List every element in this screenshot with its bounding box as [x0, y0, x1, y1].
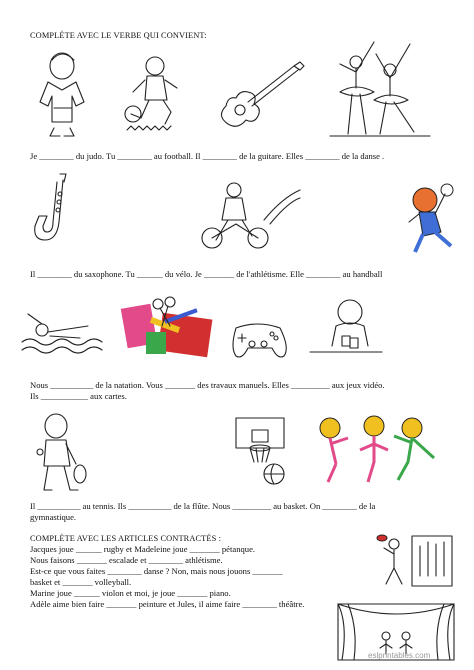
exercise-line-3: Est-ce que vous faites ________ danse ? Non, mais nous jouons _______	[30, 566, 283, 576]
game-controller-picture	[226, 318, 290, 362]
exercise-line-4: basket et _______ volleyball.	[30, 577, 132, 587]
row-2-sentence: Il ________ du saxophone. Tu ______ du vélo. Je _______ de l'athlétisme. Elle ________ au handball	[30, 269, 383, 279]
watermark: eslprintables.com	[368, 651, 431, 660]
guitar-picture	[214, 58, 306, 128]
saxophone-picture	[30, 170, 76, 248]
exercise-line-1: Jacques joue ______ rugby et Madeleine joue _______ pétanque.	[30, 544, 256, 554]
craft-supplies-picture	[120, 296, 218, 358]
card-player-picture	[306, 296, 386, 360]
row-1-sentence: Je ________ du judo. Tu ________ au football. Il ________ de la guitare. Elles ________ de la danse .	[30, 151, 385, 161]
row-3-sentence-b: Ils ___________ aux cartes.	[30, 391, 127, 401]
handball-player-picture	[401, 180, 467, 256]
row-4-sentence-b: gymnastique.	[30, 512, 77, 522]
football-boy-picture	[115, 52, 187, 136]
tennis-boy-picture	[30, 412, 90, 498]
judo-boy-picture	[26, 48, 96, 140]
section-1-title: COMPLÈTE AVEC LE VERBE QUI CONVIENT:	[30, 31, 207, 40]
exercise-line-5: Marine joue ______ violon et moi, je joue _______ piano.	[30, 588, 231, 598]
dancers-picture	[326, 36, 432, 140]
rugby-climbing-picture	[376, 532, 456, 596]
basketball-picture	[228, 416, 292, 488]
exercise-line-2: Nous faisons _______ escalade et ________ athlétisme.	[30, 555, 223, 565]
exercise-line-6: Adèle aime bien faire _______ peinture et Jules, il aime faire ________ théâtre.	[30, 599, 305, 609]
section-2-title: COMPLÈTE AVEC LES ARTICLES CONTRACTÉS :	[30, 534, 221, 543]
row-4-sentence-a: Il __________ au tennis. Ils __________ de la flûte. Nous _________ au basket. On ________ de la	[30, 501, 376, 511]
track-lines-picture	[262, 186, 302, 226]
swimmer-picture	[20, 308, 108, 360]
gymnastics-picture	[316, 414, 440, 486]
row-3-sentence-a: Nous __________ de la natation. Vous _______ des travaux manuels. Elles _________ aux jeux vidéo.	[30, 380, 385, 390]
